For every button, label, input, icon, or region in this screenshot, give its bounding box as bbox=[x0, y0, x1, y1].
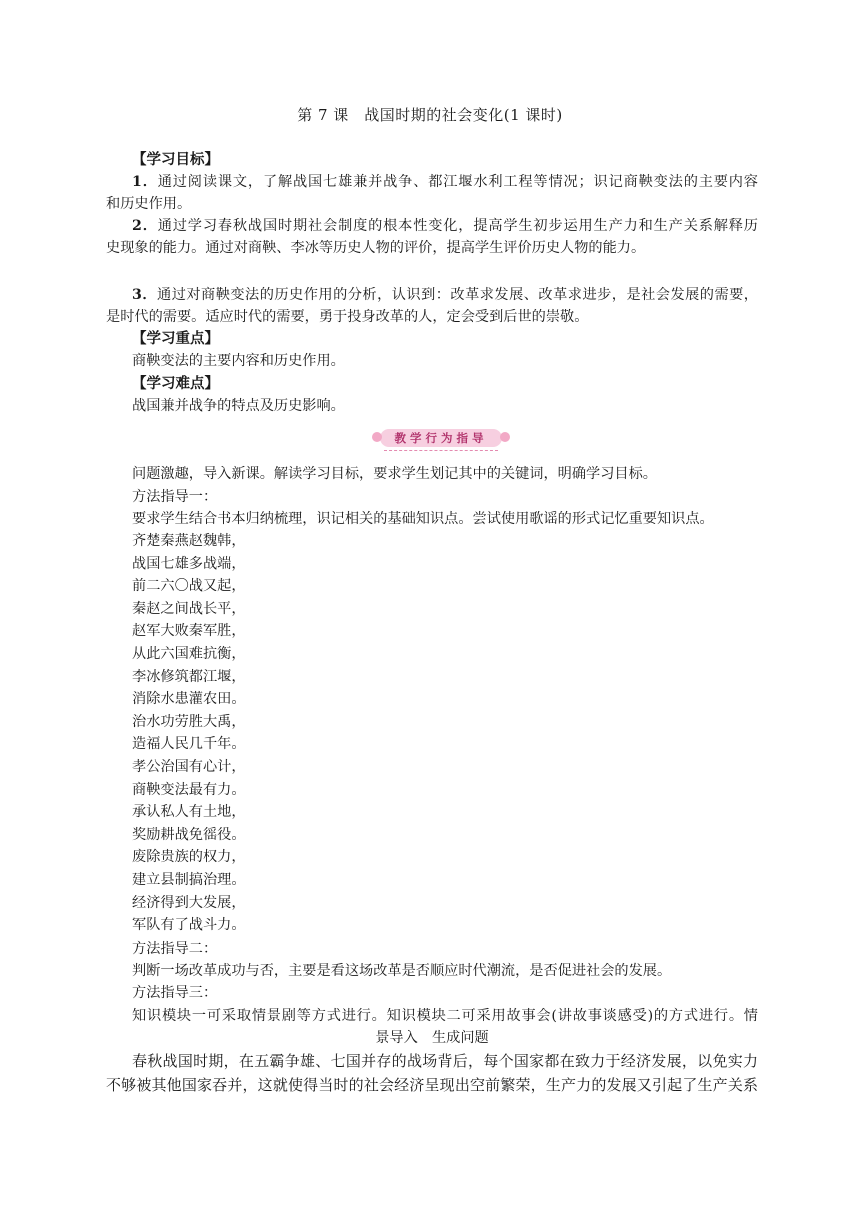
poem-line: 建立县制搞治理。 bbox=[132, 872, 246, 888]
poem-line: 前二六〇战又起， bbox=[132, 578, 246, 594]
poem-line: 废除贵族的权力， bbox=[132, 849, 246, 865]
poem-line: 经济得到大发展， bbox=[132, 895, 246, 911]
method-3-line-1: 知识模块一可采取情景剧等方式进行。知识模块二可采用故事会(讲故事谈感受)的方式进行。情 bbox=[132, 1008, 758, 1024]
story-line-2: 不够被其他国家吞并，这就使得当时的社会经济呈现出空前繁荣，生产力的发展又引起了生产关系 bbox=[106, 1076, 758, 1094]
banner-label: 教学行为指导 bbox=[394, 431, 488, 445]
method-3-heading: 方法指导三： bbox=[132, 985, 218, 1001]
difficulties-heading: 【学习难点】 bbox=[132, 375, 219, 392]
poem-line: 齐楚秦燕赵魏韩， bbox=[132, 533, 246, 549]
poem-line: 治水功劳胜大禹， bbox=[132, 714, 246, 730]
objective-3-line-2: 是时代的需要。适应时代的需要，勇于投身改革的人，定会受到后世的崇敬。 bbox=[106, 309, 589, 325]
objective-2-line-1 bbox=[132, 215, 758, 237]
poem-line: 军队有了战斗力。 bbox=[132, 917, 246, 933]
key-points-heading: 【学习重点】 bbox=[132, 330, 219, 347]
method-3-line-2: 景导入 生成问题 bbox=[375, 1030, 489, 1046]
objective-1-line-1 bbox=[132, 171, 758, 193]
objective-3-line-1 bbox=[132, 284, 758, 306]
poem-line: 李冰修筑都江堰， bbox=[132, 669, 246, 685]
method-1-text: 要求学生结合书本归纳梳理，识记相关的基础知识点。尝试使用歌谣的形式记忆重要知识点。 bbox=[132, 511, 714, 527]
objective-2-number: 2． bbox=[132, 218, 158, 234]
poem-line: 商鞅变法最有力。 bbox=[132, 782, 246, 798]
objectives-heading: 【学习目标】 bbox=[132, 151, 219, 168]
poem-line: 承认私人有土地， bbox=[132, 804, 246, 820]
objective-3-number: 3． bbox=[132, 287, 158, 303]
lesson-title: 第 7 课 战国时期的社会变化(1 课时) bbox=[297, 106, 563, 124]
banner-underline bbox=[384, 450, 498, 451]
teaching-guidance-banner bbox=[372, 428, 510, 450]
poem-line: 秦赵之间战长平， bbox=[132, 601, 246, 617]
poem-line: 赵军大败秦军胜， bbox=[132, 623, 246, 639]
objective-1-line-2: 和历史作用。 bbox=[106, 196, 192, 212]
method-1-heading: 方法指导一： bbox=[132, 489, 218, 505]
difficulties-text: 战国兼并战争的特点及历史影响。 bbox=[132, 398, 345, 414]
objective-1-number: 1． bbox=[132, 174, 158, 190]
poem-line: 孝公治国有心计， bbox=[132, 759, 246, 775]
story-line-1: 春秋战国时期，在五霸争雄、七国并存的战场背后，每个国家都在致力于经济发展，以免实力 bbox=[132, 1052, 758, 1070]
poem-line: 消除水患灌农田。 bbox=[132, 691, 246, 707]
objective-1-text: 通过阅读课文，了解战国七雄兼并战争、都江堰水利工程等情况；识记商鞅变法的主要内容 bbox=[157, 174, 758, 190]
guidance-intro: 问题激趣，导入新课。解读学习目标，要求学生划记其中的关键词，明确学习目标。 bbox=[132, 466, 657, 482]
poem-line: 奖励耕战免徭役。 bbox=[132, 827, 246, 843]
objective-2-text: 通过学习春秋战国时期社会制度的根本性变化，提高学生初步运用生产力和生产关系解释历 bbox=[157, 218, 758, 234]
objective-2-line-2: 史现象的能力。通过对商鞅、李冰等历史人物的评价，提高学生评价历史人物的能力。 bbox=[106, 240, 646, 256]
method-2-text: 判断一场改革成功与否，主要是看这场改革是否顺应时代潮流，是否促进社会的发展。 bbox=[132, 963, 672, 979]
key-points-text: 商鞅变法的主要内容和历史作用。 bbox=[132, 353, 345, 369]
poem-line: 从此六国难抗衡， bbox=[132, 646, 246, 662]
method-2-heading: 方法指导二： bbox=[132, 941, 218, 957]
poem-line: 造福人民几千年。 bbox=[132, 736, 246, 752]
poem-line: 战国七雄多战端， bbox=[132, 556, 246, 572]
objective-3-text: 通过对商鞅变法的历史作用的分析，认识到：改革求发展、改革求进步，是社会发展的需要， bbox=[157, 287, 758, 303]
